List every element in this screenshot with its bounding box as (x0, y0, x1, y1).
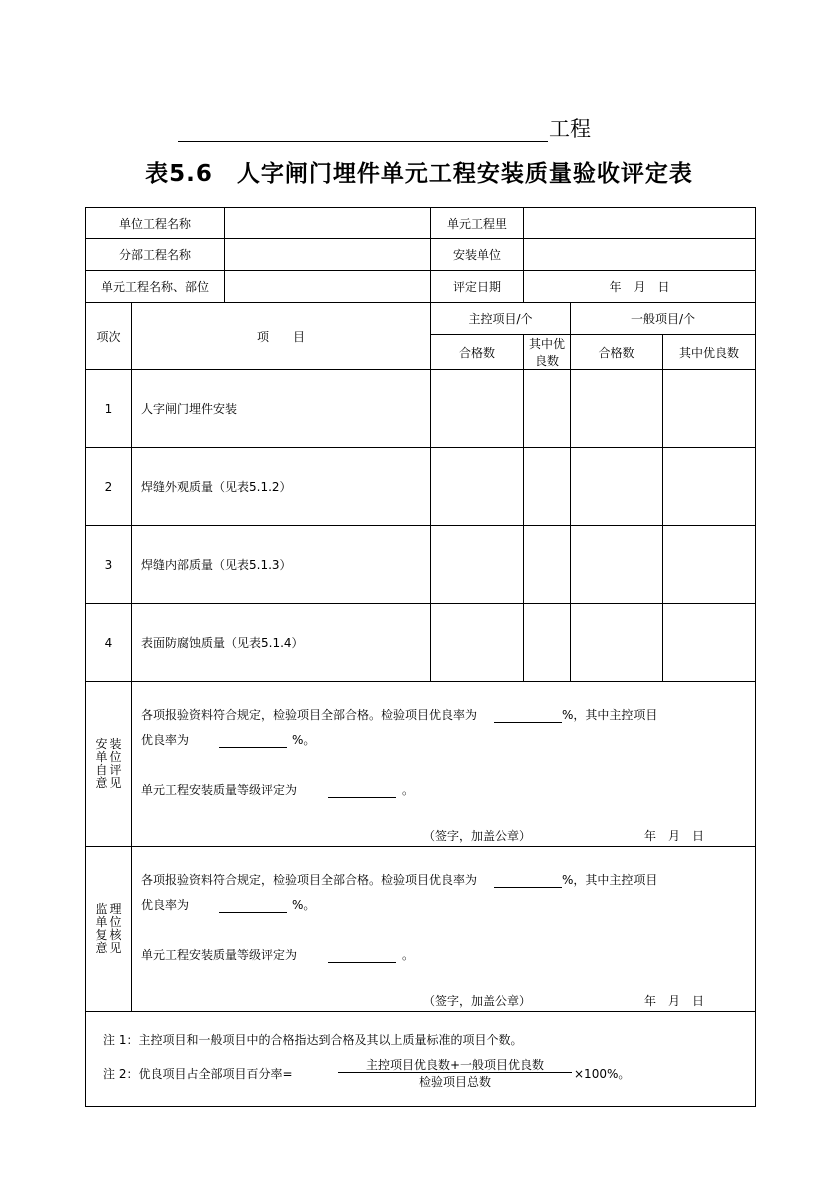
main-excellent-rate-blank[interactable] (219, 900, 287, 913)
label-char: 自 (95, 763, 108, 777)
label-char: 位 (109, 915, 122, 929)
main-items-group-header: 主控项目/个 (431, 303, 571, 335)
label-char: 见 (109, 776, 122, 790)
general-excellent-cell[interactable] (663, 526, 756, 604)
label-char: 意 (95, 941, 108, 955)
label-char: 评 (109, 763, 122, 777)
main-excellent-cell[interactable] (524, 448, 571, 526)
seq-header: 项次 (86, 303, 132, 370)
items-header-row-1 (86, 303, 756, 335)
main-qualified-cell[interactable] (431, 526, 524, 604)
item-name: 焊缝外观质量（见表5.1.2） (132, 448, 431, 526)
notes-row (86, 1012, 756, 1107)
unit-project-name-label: 单位工程名称 (86, 208, 225, 239)
item-name: 人字闸门埋件安装 (132, 370, 431, 448)
label-char: 理 (109, 902, 122, 916)
general-items-group-header: 一般项目/个 (571, 303, 756, 335)
install-opinion-row (86, 682, 756, 847)
grade-blank[interactable] (328, 785, 396, 798)
element-name-field[interactable] (225, 271, 431, 303)
general-qualified-cell[interactable] (571, 604, 663, 682)
general-excellent-cell[interactable] (663, 604, 756, 682)
formula-denominator: 检验项目总数 (418, 1075, 491, 1089)
main-excellent-header: 其中优良数 (524, 335, 571, 370)
division-project-name-field[interactable] (225, 239, 431, 271)
install-opinion-label (86, 682, 132, 847)
info-row-unit-project (86, 208, 756, 239)
item-seq: 2 (86, 448, 132, 526)
install-unit-label: 安装单位 (431, 239, 524, 271)
opinion-text: %。 (292, 733, 316, 747)
label-char: 核 (109, 928, 122, 942)
note-2-prefix: 注 2：优良项目占全部项目百分率= (103, 1067, 293, 1081)
opinion-text: 单元工程安装质量等级评定为 (141, 783, 298, 797)
excellent-rate-blank[interactable] (494, 875, 562, 888)
install-unit-field[interactable] (524, 239, 756, 271)
note-1: 注 1：主控项目和一般项目中的合格指达到合格及其以上质量标准的项目个数。 (103, 1033, 523, 1047)
supervisor-opinion-label (86, 847, 132, 1012)
label-char: 装 (109, 737, 122, 751)
label-char: 见 (109, 941, 122, 955)
main-excellent-rate-blank[interactable] (219, 735, 287, 748)
opinion-text: 各项报验资料符合规定，检验项目全部合格。检验项目优良率为 (141, 708, 478, 722)
label-char: 位 (109, 750, 122, 764)
supervisor-opinion-row (86, 847, 756, 1012)
acceptance-form (85, 207, 756, 1107)
opinion-text: 优良率为 (141, 898, 190, 912)
item-seq: 3 (86, 526, 132, 604)
assess-date-label: 评定日期 (431, 271, 524, 303)
sign-label: （签字，加盖公章） (423, 829, 532, 843)
opinion-text: 优良率为 (141, 733, 190, 747)
main-qualified-cell[interactable] (431, 448, 524, 526)
opinion-text: 。 (402, 783, 415, 797)
unit-quantity-label: 单元工程里 (431, 208, 524, 239)
item-seq: 4 (86, 604, 132, 682)
main-qualified-cell[interactable] (431, 370, 524, 448)
label-char: 意 (95, 776, 108, 790)
opinion-text: 单元工程安装质量等级评定为 (141, 948, 298, 962)
item-name: 表面防腐蚀质量（见表5.1.4） (132, 604, 431, 682)
unit-project-name-field[interactable] (225, 208, 431, 239)
general-excellent-header: 其中优良数 (663, 335, 756, 370)
project-suffix: 工程 (549, 117, 591, 141)
label-char: 安 (95, 737, 108, 751)
item-row (86, 448, 756, 526)
item-row (86, 370, 756, 448)
item-name: 焊缝内部质量（见表5.1.3） (132, 526, 431, 604)
project-name-blank[interactable] (178, 141, 548, 142)
general-qualified-header: 合格数 (571, 335, 663, 370)
formula-numerator: 主控项目优良数+一般项目优良数 (365, 1058, 545, 1072)
grade-blank[interactable] (328, 950, 396, 963)
sign-date[interactable]: 年 月 日 (644, 994, 705, 1008)
page-title: 表5.6 人字闸门埋件单元工程安装质量验收评定表 (145, 161, 693, 187)
general-qualified-cell[interactable] (571, 526, 663, 604)
label-char: 复 (95, 928, 108, 942)
notes-cell (86, 1012, 756, 1107)
opinion-text: %。 (292, 898, 316, 912)
general-qualified-cell[interactable] (571, 448, 663, 526)
excellent-rate-blank[interactable] (494, 710, 562, 723)
info-row-division (86, 239, 756, 271)
install-opinion-content (132, 682, 756, 847)
unit-quantity-field[interactable] (524, 208, 756, 239)
item-seq: 1 (86, 370, 132, 448)
label-char: 单 (95, 750, 108, 764)
main-qualified-header: 合格数 (431, 335, 524, 370)
general-qualified-cell[interactable] (571, 370, 663, 448)
formula-suffix: ×100%。 (574, 1067, 631, 1081)
main-excellent-cell[interactable] (524, 370, 571, 448)
general-excellent-cell[interactable] (663, 370, 756, 448)
item-header: 项 目 (132, 303, 431, 370)
label-char: 单 (95, 915, 108, 929)
info-row-element (86, 271, 756, 303)
opinion-text: %，其中主控项目 (562, 873, 658, 887)
assess-date-field[interactable]: 年 月 日 (524, 271, 756, 303)
item-row (86, 526, 756, 604)
sign-label: （签字，加盖公章） (423, 994, 532, 1008)
opinion-text: %，其中主控项目 (562, 708, 658, 722)
item-row (86, 604, 756, 682)
supervisor-opinion-content (132, 847, 756, 1012)
sign-date[interactable]: 年 月 日 (644, 829, 705, 843)
opinion-text: 。 (402, 948, 415, 962)
element-name-label: 单元工程名称、部位 (86, 271, 225, 303)
main-qualified-cell[interactable] (431, 604, 524, 682)
main-excellent-cell[interactable] (524, 604, 571, 682)
general-excellent-cell[interactable] (663, 448, 756, 526)
opinion-text: 各项报验资料符合规定，检验项目全部合格。检验项目优良率为 (141, 873, 478, 887)
division-project-name-label: 分部工程名称 (86, 239, 225, 271)
label-char: 监 (95, 902, 108, 916)
main-excellent-cell[interactable] (524, 526, 571, 604)
